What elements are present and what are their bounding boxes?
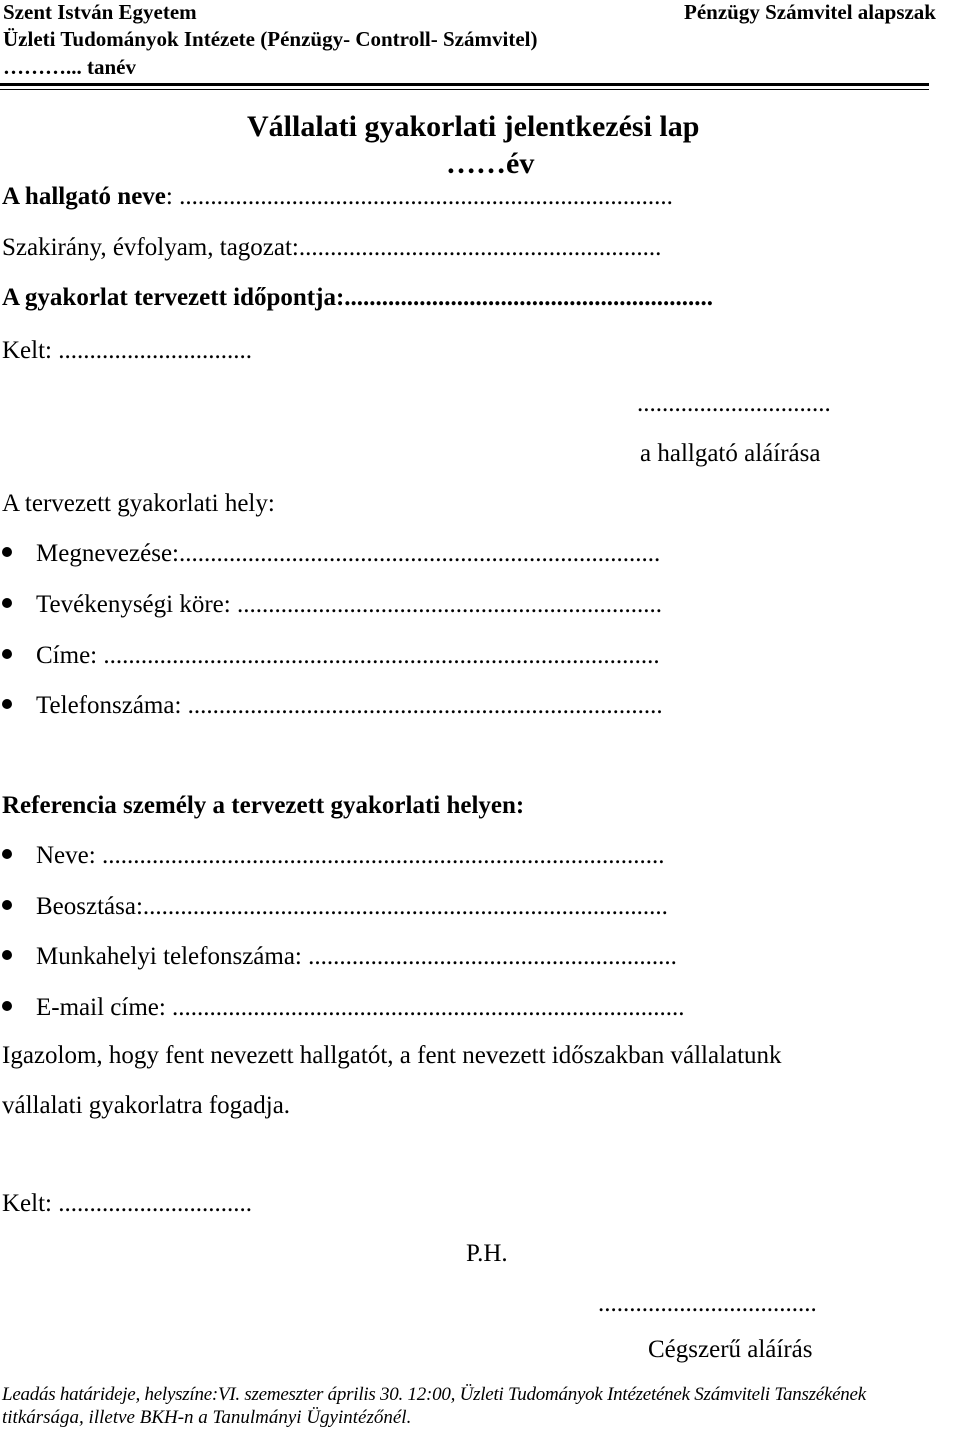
company-signature-line[interactable]: ................................... — [598, 1290, 817, 1317]
bullet-icon — [2, 1001, 12, 1011]
bullet-icon — [2, 900, 12, 910]
student-signature-label: a hallgató aláírása — [640, 440, 821, 467]
header-rule-thick — [0, 83, 929, 86]
form-title: Vállalati gyakorlati jelentkezési lap — [247, 110, 700, 143]
list-item[interactable] — [2, 842, 664, 870]
reference-heading: Referencia személy a tervezett gyakorlati helyen: — [2, 792, 525, 819]
footer-deadline-line1: Leadás határideje, helyszíne:VI. szemeszter április 30. 12:00, Üzleti Tudományok Intézetének Számviteli Tanszékének — [2, 1384, 866, 1405]
date-line-company[interactable]: Kelt: ............................... — [2, 1190, 252, 1217]
header-rule-thin — [0, 89, 929, 90]
bullet-icon — [2, 849, 12, 859]
planned-time-line[interactable]: A gyakorlat tervezett időpontja:........................................................... — [2, 284, 714, 311]
bullet-icon — [2, 547, 12, 557]
ref-email-field: E-mail címe: .................................................................................. — [36, 994, 685, 1021]
place-activity-field: Tevékenységi köre: .................................................................... — [36, 591, 662, 618]
student-name-dots: : ............................................................................... — [165, 183, 673, 210]
program-name: Pénzügy Számvitel alapszak — [684, 0, 936, 24]
ref-phone-field: Munkahelyi telefonszáma: ........................................................... — [36, 943, 677, 970]
bullet-icon — [2, 950, 12, 960]
footer-deadline-line2: titkársága, illetve BKH-n a Tanulmányi Ügyintézőnél. — [2, 1407, 412, 1428]
bullet-icon — [2, 649, 12, 659]
university-name: Szent István Egyetem — [3, 0, 197, 24]
student-name-line[interactable] — [2, 183, 673, 211]
confirmation-text-line1: Igazolom, hogy fent nevezett hallgatót, a fent nevezett időszakban vállalatunk — [2, 1042, 782, 1069]
list-item[interactable] — [2, 591, 662, 619]
place-heading: A tervezett gyakorlati hely: — [2, 490, 275, 517]
bullet-icon — [2, 699, 12, 709]
confirmation-text-line2: vállalati gyakorlatra fogadja. — [2, 1092, 291, 1119]
place-name-field: Megnevezése:............................................................................. — [36, 540, 661, 567]
bullet-icon — [2, 598, 12, 608]
ref-name-field: Neve: .......................................................................................... — [36, 842, 665, 869]
list-item[interactable] — [2, 642, 660, 670]
list-item[interactable] — [2, 540, 660, 568]
list-item[interactable] — [2, 692, 663, 720]
place-phone-field: Telefonszáma: ............................................................................ — [36, 692, 663, 719]
list-item[interactable] — [2, 943, 677, 971]
student-name-label: A hallgató neve — [2, 183, 166, 210]
specialization-line[interactable]: Szakirány, évfolyam, tagozat:.......................................................... — [2, 234, 662, 261]
student-signature-line[interactable]: ............................... — [637, 390, 831, 417]
place-address-field: Címe: ......................................................................................... — [36, 642, 660, 669]
company-signature-label: Cégszerű aláírás — [648, 1336, 813, 1363]
list-item[interactable] — [2, 994, 685, 1022]
list-item[interactable] — [2, 893, 668, 921]
form-year: ……év — [446, 147, 535, 180]
date-line-student[interactable]: Kelt: ............................... — [2, 337, 252, 364]
academic-year: ………... tanév — [3, 55, 136, 79]
institute-name: Üzleti Tudományok Intézete (Pénzügy- Controll- Számvitel) — [3, 27, 538, 51]
ref-position-field: Beosztása:.................................................................................... — [36, 893, 668, 920]
stamp-placeholder: P.H. — [466, 1240, 508, 1267]
